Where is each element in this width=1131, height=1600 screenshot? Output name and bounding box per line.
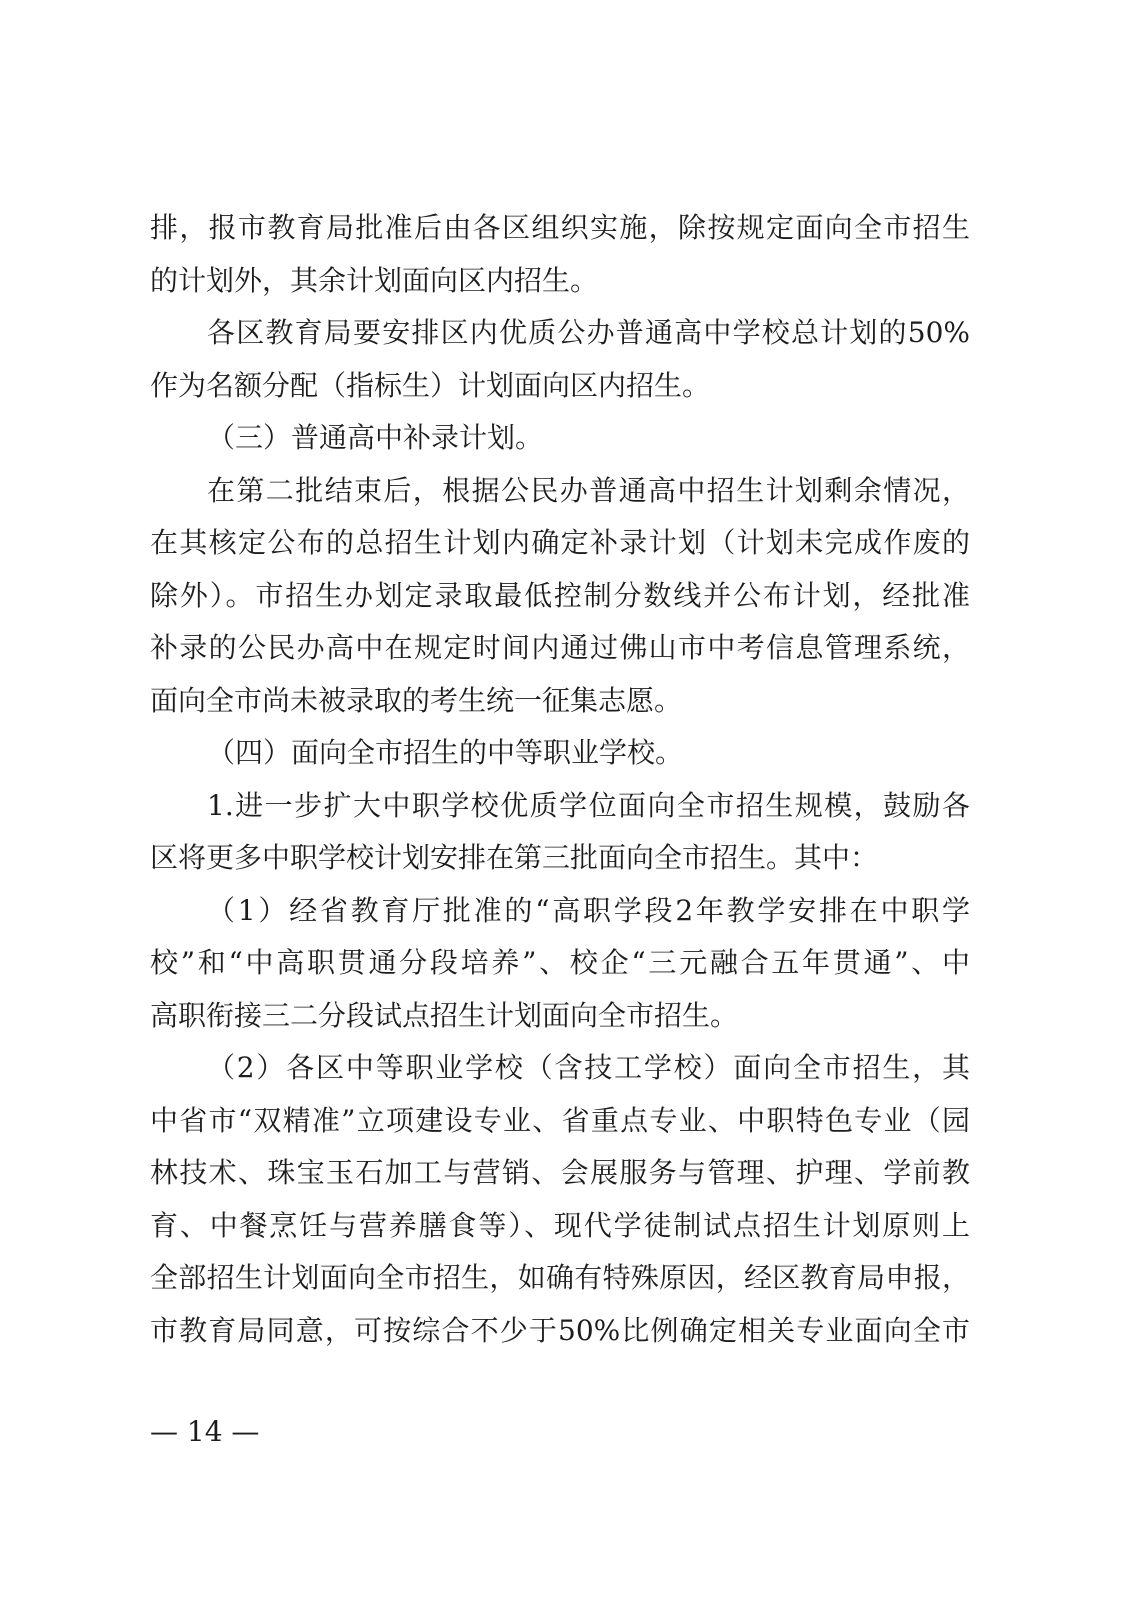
text-line: 高职衔接三二分段试点招生计划面向全市招生。: [150, 998, 739, 1032]
text-line: 各区教育局要安排区内优质公办普通高中学校总计划的50%: [207, 316, 970, 349]
text-line: 区将更多中职学校计划安排在第三批面向全市招生。其中：: [150, 841, 879, 874]
section-heading: [150, 412, 970, 465]
sub-item-paragraph: [150, 885, 970, 1043]
text-line: 排，报市教育局批准后由各区组织实施，除按规定面向全市招生: [150, 211, 970, 244]
text-line: 育、中餐烹饪与营养膳食等）、现代学徒制试点招生计划原则上: [150, 1208, 970, 1242]
paragraph: [150, 307, 970, 412]
text-line: 1.进一步扩大中职学校优质学位面向全市招生规模，鼓励各: [207, 788, 970, 822]
text-line: 补录的公民办高中在规定时间内通过佛山市中考信息管理系统，: [150, 631, 970, 664]
text-line: 面向全市尚未被录取的考生统一征集志愿。: [150, 683, 683, 717]
section-heading-text: （四）面向全市招生的中等职业学校。: [207, 736, 684, 769]
text-line: 在其核定公布的总招生计划内确定补录计划（计划未完成作废的: [150, 526, 970, 559]
text-line: （2）各区中等职业学校（含技工学校）面向全市招生，其: [207, 1051, 970, 1084]
paragraph: [150, 465, 970, 728]
text-line: 市教育局同意，可按综合不少于50%比例确定相关专业面向全市: [150, 1313, 970, 1347]
text-line: 作为名额分配（指标生）计划面向区内招生。: [150, 368, 711, 402]
text-line: 全部招生计划面向全市招生，如确有特殊原因，经区教育局申报，: [150, 1261, 970, 1294]
numbered-paragraph: [150, 780, 970, 885]
text-line: 校”和“中高职贯通分段培养”、校企“三元融合五年贯通”、中: [150, 946, 970, 979]
text-line: 的计划外，其余计划面向区内招生。: [150, 263, 599, 297]
document-body: [150, 202, 970, 1357]
text-line: （1）经省教育厅批准的“高职学段2年教学安排在中职学: [207, 893, 970, 927]
paragraph-continued: [150, 202, 970, 307]
text-line: 林技术、珠宝玉石加工与营销、会展服务与管理、护理、学前教: [150, 1156, 970, 1189]
text-line: 除外）。市招生办划定录取最低控制分数线并公布计划，经批准: [150, 578, 970, 612]
section-heading-text: （三）普通高中补录计划。: [207, 421, 544, 454]
sub-item-paragraph: [150, 1042, 970, 1357]
text-line: 中省市“双精准”立项建设专业、省重点专业、中职特色专业（园: [150, 1103, 970, 1137]
text-line: 在第二批结束后，根据公民办普通高中招生计划剩余情况，: [207, 473, 970, 507]
page-number: — 14 —: [150, 1415, 260, 1448]
section-heading: [150, 727, 970, 780]
